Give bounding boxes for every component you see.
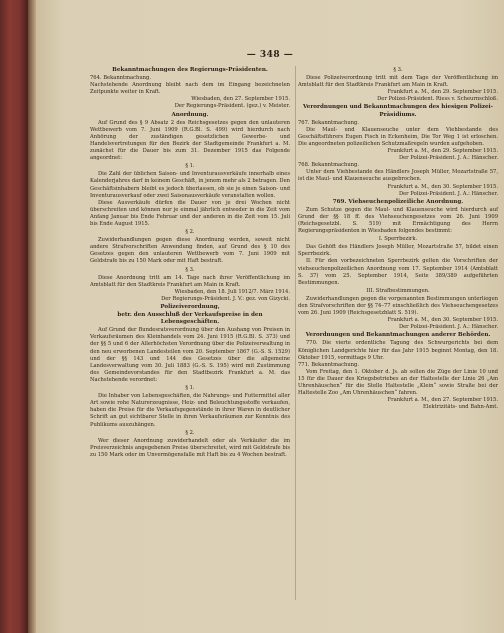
paragraph: 767. Bekanntmachung.: [298, 119, 359, 126]
column-divider: [295, 66, 296, 600]
paragraph: Diese Polizeiverordnung tritt mit dem Tage der Veröffentlichung im Amtsblatt für den Stadtkreis Frankfurt am Main in Kraft.: [298, 75, 498, 89]
paragraph: Frankfurt a. M., den 29. September 1915.: [387, 148, 498, 155]
paragraph: § 3.: [393, 67, 403, 73]
paragraph: § 2.: [185, 429, 195, 436]
paragraph: II. Für den vorbezeichneten Sperrbezirk gelten die Vorschriften der viehseuchenpolizeilichen Anordnung vom 17. September 1914 (Amtsblatt S. 37) vom 25. September 1914, Seite 389/389 aufgeführten Bestimmungen.: [298, 258, 498, 286]
section-heading: Verordnungen und Bekanntmachungen anderer Behörden.: [305, 332, 491, 339]
paragraph: Zum Schutze gegen die Maul- und Klauenseuche wird hierdurch auf Grund der §§ 18 ff. des Viehseuchengesetzes vom 26. Juni 1909 (Reichsgesetzbl. S. 519) mit Ermächtigung des Herrn Regierungspräsidenten in Wiesbaden folgendes bestimmt:: [298, 206, 498, 235]
paragraph: Der Polizei-Präsident. J. A.: Hänscher.: [398, 324, 498, 331]
paragraph: Der Polizei-Präsident. J. A.: Hänscher.: [398, 155, 498, 162]
paragraph: § 2.: [185, 229, 195, 236]
paragraph: Der Polizei-Präsident. Riess v. Scheurnschloß.: [377, 96, 498, 103]
page-number: — 348 —: [246, 50, 294, 60]
paragraph: 771. Bekanntmachung.: [298, 361, 359, 368]
section-heading: Bekanntmachungen des Regierungs-Präsidenten.: [112, 67, 268, 73]
paragraph: Der Polizei-Präsident. J. A.: Hänscher.: [398, 190, 498, 197]
paragraph: Die Zahl der üblichen Saison- und Inventurausverkäufe innerhalb eines Kalenderjahres darf in keinem Geschäft, in jenem mehr als 2 betragen. Den Geschäftsinhabern bleibt es jedoch überlassen, ob sie je einen Saison- und Inventurausverkauf oder zwei Saisonausverkäufe veranstalten wollen.: [90, 171, 290, 199]
paragraph: 764. Bekanntmachung.: [90, 75, 151, 82]
paragraph: Frankfurt a. M., den 29. September 1915.: [387, 89, 498, 96]
paragraph: Wiesbaden, den 18. Juli 1912/7. März 1914.: [174, 288, 290, 295]
paragraph: Auf Grund der Bundesratsverordnung über den Aushang von Preisen in Verkaufsräumen des Kleinhandels vom 24. Juni 1915 (R.G.Bl. S. 373) und der §§ 5 und 6 der Allerhöchsten Verordnung über die Polizeiverwaltung in den neu erworbenen Landesteilen vom 20. September 1867 (G.-S. S. 1529) und der §§ 143 und 144 des Gesetzes über die allgemeine Landesverwaltung vom 30. Juli 1883 (G.-S. S. 195) wird mit Zustimmung des Gemeindevorstandes für den Stadtbezirk Frankfurt a. M. das Nachstehende verordnet:: [90, 327, 290, 383]
section-heading: 769. Viehseuchenpolizeiliche Anordnung.: [332, 198, 464, 205]
paragraph: Die Maul- und Klauenseuche unter dem Viehbestande des Geschäftsführers Eugen Fisch in Eckenheim, Die Tor Weg 1 ist erloschen. Die angeordneten polizeilichen Schutzmaßregeln wurden aufgehoben.: [298, 126, 498, 147]
paragraph: Wiesbaden, den 27. September 1915.: [191, 96, 290, 103]
right-column: [298, 66, 498, 411]
section-heading: Verordnungen und Bekanntmachungen des hiesigen Polizei-Präsidiums.: [302, 104, 494, 118]
binding-edge: [28, 0, 36, 633]
paragraph: Elektrizitäts- und Bahn-Amt.: [423, 404, 498, 411]
paragraph: Frankfurt a. M., den 30. September 1915.: [387, 183, 498, 190]
paragraph: III. Strafbestimmungen.: [366, 287, 430, 294]
paragraph: Zuwiderhandlungen gegen diese Anordnung werden, soweit nicht andere Strafvorschriften Anwendung finden, auf Grund des § 10 des Gesetzes gegen den unlauteren Wettbewerb vom 7. Juni 1909 mit Geldstrafe bis zu 150 Mark oder mit Haft bestraft.: [90, 237, 290, 265]
paragraph: Vom Freitag, den 1. Oktober d. Js. ab sollen die Züge der Linie 10 und 15 für die Dauer des Kriegsbetriebes an der Haltestelle der Linie 26 „Am Uhrenhäuschen“ für die Stelle Haltestelle „Klein“ sowie Straße bei der Haltestelle Zoo „Am Uhrenhäuschen“ fahren.: [298, 368, 498, 397]
section-heading: Anordnung.: [171, 111, 209, 118]
paragraph: Der Regierungs-Präsident. (gez.) v. Meister.: [174, 103, 290, 110]
paragraph: § 1.: [185, 163, 195, 170]
paragraph: 770. Die vierte ordentliche Tagung des Schwurgerichts bei dem Königlichen Landgerichte hier für das Jahr 1915 beginnt Montag, den 18. Oktober 1915, vormittags 9 Uhr.: [298, 340, 498, 361]
paragraph: § 3.: [185, 266, 195, 273]
paragraph: Die Inhaber von Lebensgeschäften, die Nahrungs- und Futtermittel aller Art sowie rohe Naturerzeugnisse, Heiz- und Beleuchtungsstoffe verkaufen, haben die Preise für die Verkaufsgegenstände in ihrer Waren in deutlicher Schrift an gut sichtbarer Stelle in ihren Verkaufsräumen zur Kenntnis des Publikums auszuhängen.: [90, 393, 290, 428]
paragraph: Unter dem Viehbestande des Händlers Joseph Müller, Mozartstraße 57, ist die Maul- und Klauenseuche ausgebrochen.: [298, 169, 498, 183]
paragraph: Der Regierungs-Präsident. J. V.: gez. von Gizycki.: [161, 295, 290, 302]
document-page: [36, 0, 504, 633]
paragraph: Frankfurt a. M., den 30. September 1915.: [387, 317, 498, 324]
book-binding: [0, 0, 28, 633]
paragraph: Auf Grund des § 9 Absatz 2 des Reichsgesetzes gegen den unlauteren Wettbewerb vom 7. Juni 1909 (R.G.Bl. S. 499) wird hierdurch nach Anhörung der zuständigen gesetzlichen Gewerbe- und Handelsvertretungen für den Bezirk der Stadtgemeinde Frankfurt a. M. zunächst für die Dauer bis zum 31. Dezember 1915 das Folgende angeordnet:: [90, 119, 290, 162]
paragraph: § 1.: [185, 385, 195, 392]
paragraph: Zuwiderhandlungen gegen die vorgenannten Bestimmungen unterliegen den Strafvorschriften der §§ 74–77 einschließlich des Viehseuchengesetzes vom 26. Juni 1909 (Reichsgesetzblatt S. 519).: [298, 295, 499, 317]
paragraph: Nachstehende Anordnung bleibt nach dem im Eingang bezeichneten Zeitpunkte weiter in Kraft.: [90, 82, 290, 96]
paragraph: Diese Anordnung tritt am 14. Tage nach ihrer Veröffentlichung im Amtsblatt für den Stadtkreis Frankfurt am Main in Kraft.: [90, 274, 290, 288]
paragraph: Frankfurt a. M., den 27. September 1915.: [387, 397, 498, 404]
section-heading: betr. den Ausschluß der Verkaufspreise in den Lebensgeschäften.: [117, 312, 263, 326]
paragraph: 768. Bekanntmachung.: [298, 162, 359, 169]
paragraph: Diese Ausverkäufe dürfen die Dauer von je drei Wochen nicht überschreiten und können nur je einmal jährlich entweder in die Zeit vom Anfang Januar bis Ende Februar und der anderen in die Zeit vom 15. Juli bis Ende August 1915.: [90, 199, 290, 227]
paragraph: I. Sperrbezirk.: [378, 236, 418, 243]
paragraph: Das Gehöft des Händlers Joseph Müller, Mozartstraße 57, bildet einen Sperrbezirk.: [298, 244, 498, 258]
paragraph: Wer dieser Anordnung zuwiderhandelt oder als Verkäufer die im Preisverzeichnis angegebenen Preise überschreitet, wird mit Geldstrafe bis zu 150 Mark oder im Unvermögensfalle mit Haft bis zu 4 Wochen bestraft.: [90, 437, 290, 458]
left-column: [90, 66, 290, 459]
section-heading: Polizeiverordnung,: [160, 304, 220, 310]
